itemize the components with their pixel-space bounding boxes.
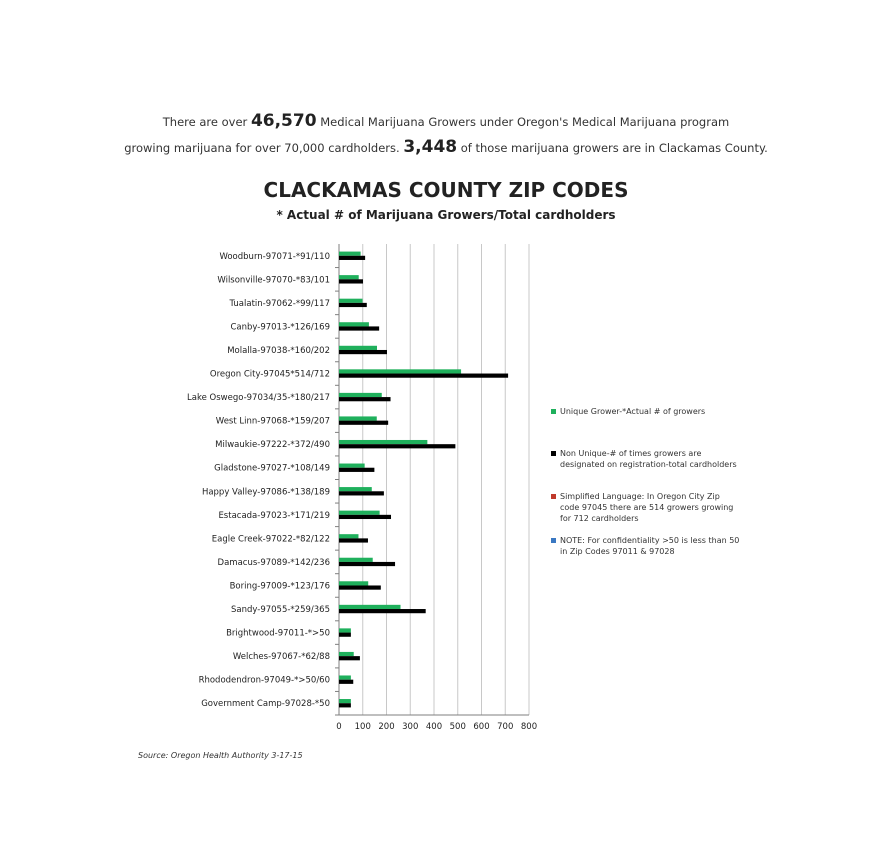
legend-text: Simplified Language: In Oregon City Zip code 97045 there are 514 growers growing for 712 cardholders xyxy=(560,492,734,523)
x-tick-label: 700 xyxy=(497,722,514,732)
bar-total-cardholders xyxy=(339,256,365,260)
bar-unique-growers xyxy=(339,628,351,632)
x-tick-label: 800 xyxy=(520,722,538,732)
chart-title: CLACKAMAS COUNTY ZIP CODES xyxy=(263,178,629,202)
category-label: Estacada-97023-*171/219 xyxy=(218,510,330,521)
bar-unique-growers xyxy=(339,581,368,585)
x-tick-label: 500 xyxy=(449,722,466,732)
bar-unique-growers xyxy=(339,275,359,279)
bar-unique-growers xyxy=(339,652,354,656)
category-label: Rhododendron-97049-*>50/60 xyxy=(198,675,330,686)
category-label: Molalla-97038-*160/202 xyxy=(227,345,330,356)
county-growers-count: 3,448 xyxy=(403,137,458,157)
category-label: Milwaukie-97222-*372/490 xyxy=(215,440,330,451)
bar-total-cardholders xyxy=(339,444,455,448)
legend-text: NOTE: For confidentiality >50 is less than 50 in Zip Codes 97011 & 97028 xyxy=(560,536,740,556)
legend-swatch xyxy=(551,451,556,456)
bar-unique-growers xyxy=(339,416,377,420)
category-label: Wilsonville-97070-*83/101 xyxy=(217,275,330,286)
category-label: Damacus-97089-*142/236 xyxy=(217,557,330,568)
category-label: Government Camp-97028-*50 xyxy=(201,699,330,710)
bar-total-cardholders xyxy=(339,491,384,495)
legend-text: Non Unique-# of times growers are designated on registration-total cardholders xyxy=(560,449,737,469)
bar-unique-growers xyxy=(339,605,401,609)
statewide-growers-count: 46,570 xyxy=(250,111,317,131)
x-tick-label: 200 xyxy=(378,722,395,732)
legend-swatch xyxy=(551,538,556,543)
category-label: Lake Oswego-97034/35-*180/217 xyxy=(187,393,330,404)
bar-unique-growers xyxy=(339,346,377,350)
bar-total-cardholders xyxy=(339,538,368,542)
bar-total-cardholders xyxy=(339,374,508,378)
category-label: Gladstone-97027-*108/149 xyxy=(214,463,330,474)
intro-line-2-post: of those marijuana growers are in Clackamas County. xyxy=(460,141,768,155)
category-label: Tualatin-97062-*99/117 xyxy=(229,298,330,309)
category-label: Welches-97067-*62/88 xyxy=(232,652,330,663)
bar-unique-growers xyxy=(339,299,363,303)
intro-line-1-pre: There are over xyxy=(162,115,248,129)
bar-unique-growers xyxy=(339,487,372,491)
bar-unique-growers xyxy=(339,675,351,679)
category-label: Woodburn-97071-*91/110 xyxy=(219,251,330,262)
category-label: Happy Valley-97086-*138/189 xyxy=(201,487,330,498)
legend-text: Unique Grower-*Actual # of growers xyxy=(560,407,706,416)
x-tick-label: 300 xyxy=(402,722,419,732)
legend-swatch xyxy=(551,409,556,414)
bar-unique-growers xyxy=(339,558,373,562)
bar-total-cardholders xyxy=(339,585,381,589)
category-label: Brightwood-97011-*>50 xyxy=(226,628,330,639)
bar-unique-growers xyxy=(339,699,351,703)
category-label: West Linn-97068-*159/207 xyxy=(215,416,330,427)
source-note: Source: Oregon Health Authority 3-17-15 xyxy=(138,751,303,760)
category-label: Oregon City-97045*514/712 xyxy=(209,369,330,380)
category-label: Boring-97009-*123/176 xyxy=(229,581,330,592)
bar-total-cardholders xyxy=(339,680,353,684)
bar-total-cardholders xyxy=(339,397,391,401)
x-tick-label: 400 xyxy=(425,722,443,732)
bar-unique-growers xyxy=(339,393,382,397)
bar-total-cardholders xyxy=(339,656,360,660)
x-tick-label: 600 xyxy=(473,722,490,732)
bar-unique-growers xyxy=(339,534,358,538)
category-label: Sandy-97055-*259/365 xyxy=(230,605,330,616)
bar-total-cardholders xyxy=(339,326,379,330)
bar-total-cardholders xyxy=(339,703,351,707)
intro-line-2-pre: growing marijuana for over 70,000 cardholders. xyxy=(124,141,400,155)
bar-total-cardholders xyxy=(339,633,351,637)
bar-unique-growers xyxy=(339,252,361,256)
x-tick-label: 100 xyxy=(354,722,371,732)
bar-total-cardholders xyxy=(339,609,426,613)
category-label: Canby-97013-*126/169 xyxy=(230,322,330,333)
bar-unique-growers xyxy=(339,322,369,326)
bar-total-cardholders xyxy=(339,279,363,283)
legend-swatch xyxy=(551,494,556,499)
legend-item xyxy=(551,491,741,524)
legend-item xyxy=(551,448,741,470)
bar-unique-growers xyxy=(339,440,427,444)
chart-subtitle: * Actual # of Marijuana Growers/Total cardholders xyxy=(276,208,616,222)
bar-total-cardholders xyxy=(339,515,391,519)
intro-line-1-post: Medical Marijuana Growers under Oregon's Medical Marijuana program xyxy=(320,115,730,129)
bar-total-cardholders xyxy=(339,303,367,307)
bar-total-cardholders xyxy=(339,468,374,472)
legend-item xyxy=(551,406,741,417)
bar-unique-growers xyxy=(339,464,365,468)
bar-total-cardholders xyxy=(339,421,388,425)
bar-unique-growers xyxy=(339,511,380,515)
legend-item xyxy=(551,535,741,557)
category-label: Eagle Creek-97022-*82/122 xyxy=(211,534,330,545)
bar-total-cardholders xyxy=(339,562,395,566)
bar-total-cardholders xyxy=(339,350,387,354)
x-tick-label: 0 xyxy=(336,722,342,732)
bar-unique-growers xyxy=(339,369,461,373)
